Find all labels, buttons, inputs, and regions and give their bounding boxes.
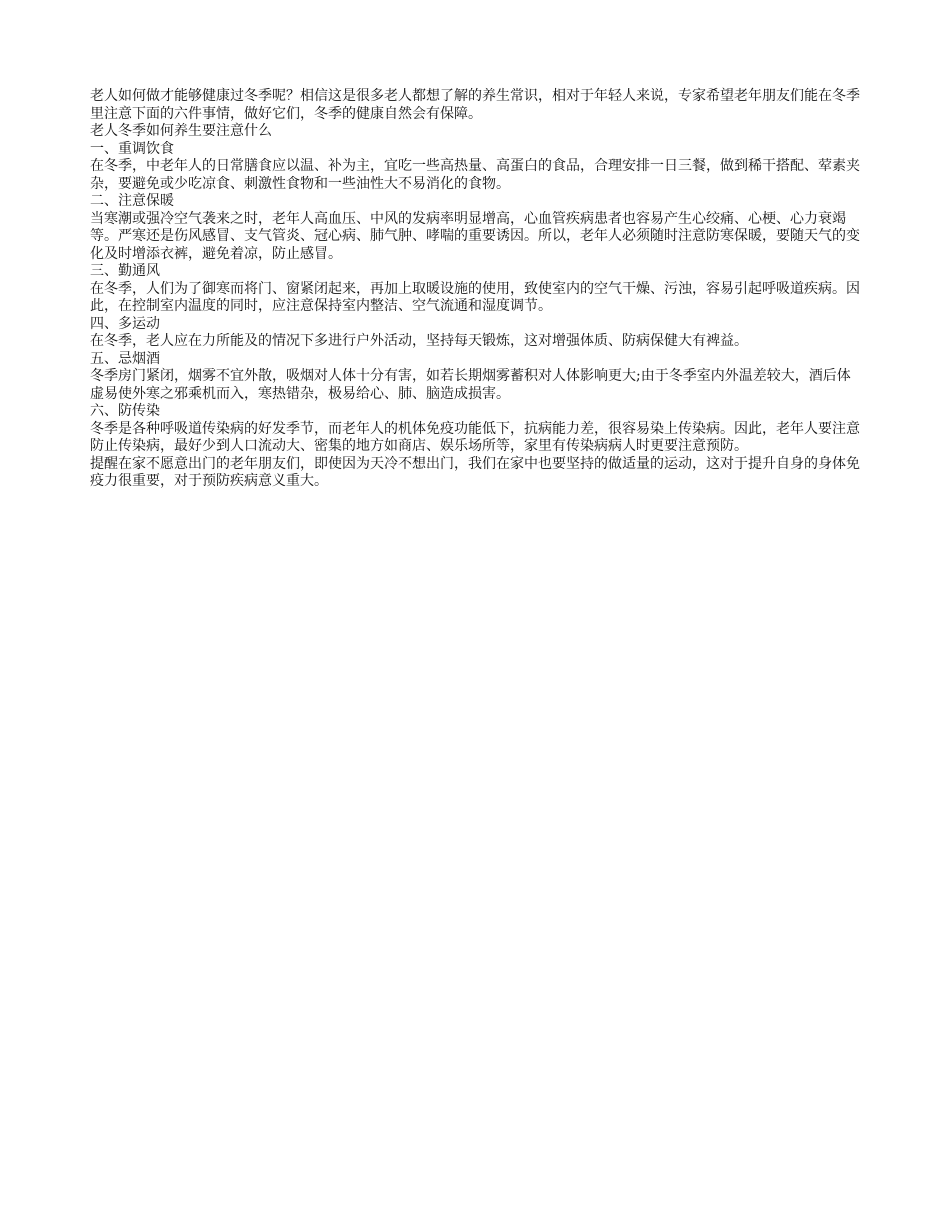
section-heading-diet: 一、重调饮食 — [90, 140, 174, 157]
section-body-infection: 冬季是各种呼吸道传染病的好发季节，而老年人的机体免疫功能低下，抗病能力差，很容易染上传染病。因此，老年人要注意防止传染病，最好少到人口流动大、密集的地方如商店、娱乐场所等，家里有传染病病人时更要注意预防。 — [90, 420, 860, 454]
section-body-smoking-drinking: 冬季房门紧闭，烟雾不宜外散，吸烟对人体十分有害，如若长期烟雾蓄积对人体影响更大;由于冬季室内外温差较大，酒后体虚易使外寒之邪乘机而入，寒热错杂，极易给心、肺、脑造成损害。 — [90, 368, 851, 402]
section-body-warmth: 当寒潮或强冷空气袭来之时，老年人高血压、中风的发病率明显增高，心血管疾病患者也容易产生心绞痛、心梗、心力衰竭等。严寒还是伤风感冒、支气管炎、冠心病、肺气肿、哮喘的重要诱因。所以，老年人必须随时注意防寒保暖，要随天气的变化及时增添衣裤，避免着凉，防止感冒。 — [90, 210, 860, 262]
section-heading-ventilation: 三、勤通风 — [90, 263, 160, 279]
section-body-diet: 在冬季，中老年人的日常膳食应以温、补为主，宜吃一些高热量、高蛋白的食品，合理安排一日三餐，做到稀干搭配、荤素夹杂，要避免或少吃凉食、刺激性食物和一些油性大不易消化的食物。 — [90, 158, 860, 192]
closing-paragraph: 提醒在家不愿意出门的老年朋友们，即使因为天冷不想出门，我们在家中也要坚持的做适量的运动，这对于提升自身的身体免疫力很重要，对于预防疾病意义重大。 — [90, 455, 860, 489]
section-body-exercise: 在冬季，老人应在力所能及的情况下多进行户外活动，坚持每天锻炼，这对增强体质、防病保健大有裨益。 — [90, 333, 748, 349]
section-heading-warmth: 二、注意保暖 — [90, 193, 174, 209]
section-heading-infection: 六、防传染 — [90, 403, 160, 419]
section-heading-smoking-drinking: 五、忌烟酒 — [90, 350, 160, 367]
section-body-ventilation: 在冬季，人们为了御寒而将门、窗紧闭起来，再加上取暖设施的使用，致使室内的空气干燥、污浊，容易引起呼吸道疾病。因此，在控制室内温度的同时，应注意保持室内整洁、空气流通和湿度调节。 — [90, 280, 860, 314]
intro-paragraph: 老人如何做才能够健康过冬季呢？相信这是很多老人都想了解的养生常识，相对于年轻人来说，专家希望老年朋友们能在冬季里注意下面的六件事情，做好它们，冬季的健康自然会有保障。 — [90, 88, 860, 122]
section-heading-exercise: 四、多运动 — [90, 315, 160, 332]
document-title: 老人冬季如何养生要注意什么 — [90, 123, 272, 139]
document-page — [90, 88, 860, 491]
